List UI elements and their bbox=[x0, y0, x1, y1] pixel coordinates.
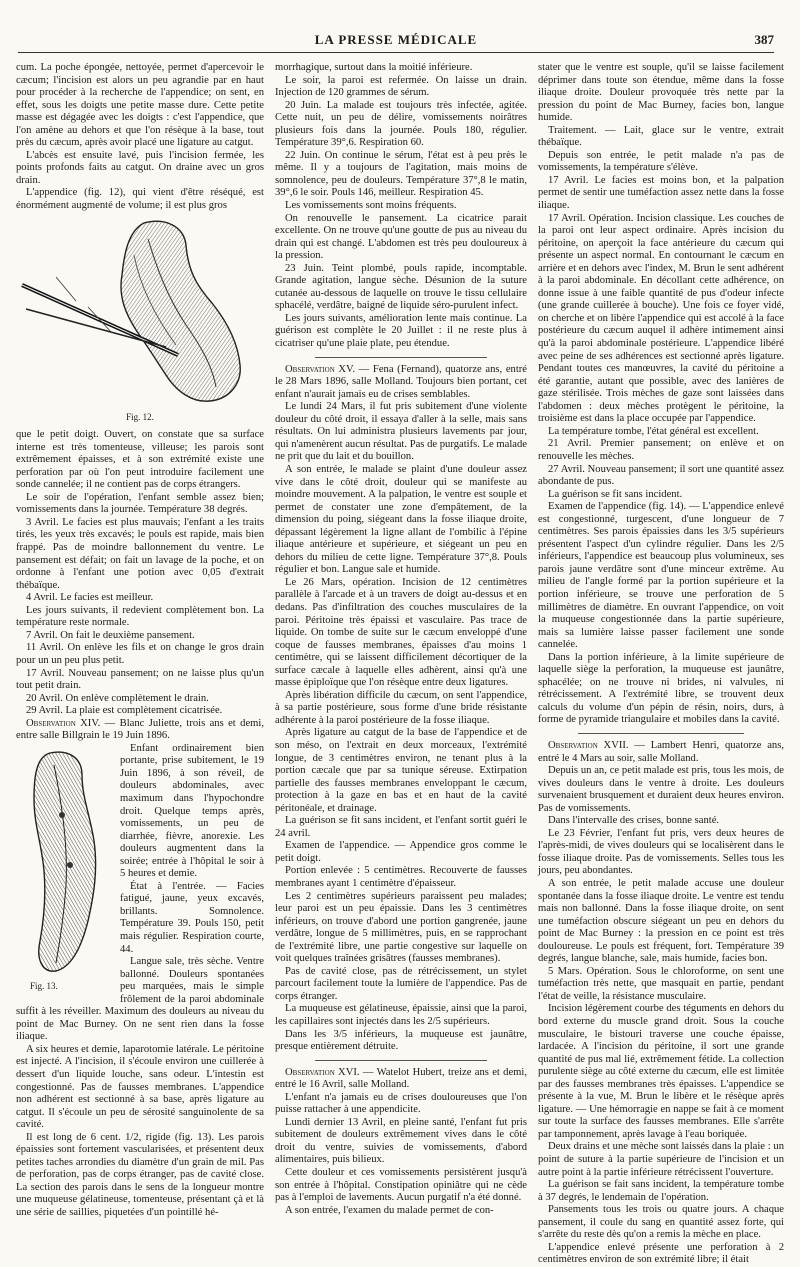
paragraph: 4 Avril. Le facies est meilleur. bbox=[26, 592, 154, 604]
paragraph: Le 23 Février, l'enfant fut pris, vers deux heures de l'après-midi, de vives douleurs qui se localisèrent dans le fosse iliaque droite. Pas de vomissements. Selles tous les jours, peu abondantes. bbox=[538, 827, 784, 877]
section-divider bbox=[315, 1060, 487, 1061]
paragraph: L'appendice (fig. 12), qui vient d'être réséqué, est énormément augmenté de volume; il est plus gros bbox=[16, 187, 264, 212]
paragraph: Il est long de 6 cent. 1/2, rigide (fig. 13). Les parois épaissies sont fortement vascularisées, et présentent deux petites taches arrondies du diamètre d'un grain de mil. Pas de perforation, pas de corps étranger, pas de cavité close. La section des parois dans le sens de la longueur montre une muqueuse gélatineuse, tomenteuse, présentant çà et là une série de saillies, piquetées d'un pointillé hé- bbox=[16, 1131, 264, 1219]
paragraph: Les jours suivants, amélioration lente mais continue. La guérison est complète le 20 Juillet : il ne reste plus à cicatriser qu'une plaie plate, peu étendue. bbox=[275, 312, 527, 350]
paragraph: Enfant ordinairement bien portante, prise subitement, le 19 Juin 1896, à son réveil, de douleurs abdominales, avec maximum dans l'hypochondre droit. Quelque temps après, vomissements, un peu de diarrhée, fièvre, anorexie. Les douleurs augmentent dans la soirée; entrée à l'hôpital le soir à 5 heures et demie. bbox=[120, 742, 264, 880]
paragraph: que le petit doigt. Ouvert, on constate que sa surface interne est très tomenteuse, villeuse; les parois sont extrêmement épaisses, et à son extrémité existe une perforation par où l'on peut introduire facilement une sonde cannelée; il ne contient pas de corps étrangers. bbox=[16, 429, 264, 491]
paragraph: La muqueuse est gélatineuse, épaissie, ainsi que la paroi, les capillaires sont injectés dans les 2/5 supérieurs. bbox=[275, 1003, 527, 1028]
paragraph: Les jours suivants, il redevient complètement bon. La température reste normale. bbox=[16, 604, 264, 629]
paragraph: 17 Avril. Le facies est moins bon, et la palpation permet de sentir une tuméfaction assez nette dans la fosse iliaque. bbox=[538, 174, 784, 212]
figure-12 bbox=[16, 215, 264, 424]
paragraph: L'enfant n'a jamais eu de crises douloureuses que l'on puisse rattacher à une appendicite. bbox=[275, 1091, 527, 1116]
paragraph: A son entrée, le malade se plaint d'une douleur assez vive dans le côté droit, douleur qui se manifeste au moindre mouvement. A la palpation, le ventre est souple et permet de constater une zone d'empâtement, de la dimension du poing, siégeant dans la fosse iliaque droite, dépassant légèrement la ligne allant de l'ombilic à l'épine iliaque antérieure et supérieure, et siégeant un peu en dehors du milieu de cette ligne. Température 37°,8. Pouls régulier et bon. Langue sale et humide. bbox=[275, 463, 527, 576]
paragraph: 11 Avril. On enlève les fils et on change le gros drain pour un un peu plus petit. bbox=[16, 642, 264, 666]
observation-heading bbox=[275, 1067, 527, 1092]
figure-caption: Fig. 13. bbox=[30, 980, 58, 991]
paragraph: Dans les 3/5 inférieurs, la muqueuse est jaunâtre, presque entièrement détruite. bbox=[275, 1028, 527, 1053]
paragraph: Pansements tous les trois ou quatre jours. A chaque pansement, il coule du sang en quantité assez forte, qui s'arrête du reste dès qu'on a remis la mèche en place. bbox=[538, 1204, 784, 1241]
paragraph: Le lundi 24 Mars, il fut pris subitement d'une violente douleur du côté droit, il essaya d'aller à la selle, mais sans résultats. On lui administra plusieurs lavements par jour, qui n'amenèrent aucun résultat. Pas de purgatifs. Le malade ne prit que du lait et du bouillon. bbox=[275, 401, 527, 463]
paragraph: A son entrée, l'examen du malade permet de con- bbox=[285, 1204, 494, 1216]
paragraph: Langue sale, très sèche. Ventre ballonné. Douleurs spontanées peu marquées, mais le simple frôlement de la paroi abdominale suffit à les réveiller. Maximum des douleurs au niveau du point de Mac Burney. On ne sent rien dans la fosse iliaque. bbox=[16, 956, 264, 1043]
paragraph: Traitement. — Lait, glace sur le ventre, extrait thébaïque. bbox=[538, 124, 784, 149]
paragraph: A son entrée, le petit malade accuse une douleur spontanée dans la fosse iliaque droite. Le ventre est tendu mais non ballonné. Dans la fosse iliaque droite, on sent une tuméfaction obscure siégeant un peu en dehors du point de Mac Burney : la pression en ce point est très douloureuse. Le pouls est fréquent, fort. Température 39 degrés, langue blanche, sale, mais humide, facies bon. bbox=[538, 878, 784, 965]
paragraph: Examen de l'appendice (fig. 14). — L'appendice enlevé est congestionné, turgescent, d'une longueur de 7 centimètres. Ses parois épaissies dans les 3/5 supérieurs présentent l'aspect d'un cylindre régulier. Dans les 2/5 inférieurs, l'appendice est beaucoup plus volumineux, ses parois jaune verdâtre sont d'une minceur extrême. Au milieu de l'angle formé par la portion supérieure et la portion inférieure, se trouve une perforation de 5 millimètres de diamètre. En ouvrant l'appendice, on voit la muqueuse congestionnée dans la partie supérieure, mais sa lumière laisse passer facilement une sonde cannelée. bbox=[538, 501, 784, 651]
paragraph: 27 Avril. Nouveau pansement; il sort une quantité assez abondante de pus. bbox=[538, 463, 784, 488]
paragraph: La guérison se fait sans incident, la température tombe à 37 degrés, le lendemain de l'opération. bbox=[538, 1179, 784, 1203]
appendix-illustration-fig13 bbox=[16, 745, 114, 980]
paragraph: cum. La poche épongée, nettoyée, permet d'apercevoir le cæcum; l'incision est alors un peu agrandie par en haut pour procéder à la recherche de l'appendice; on sent, en effet, sous les doigts une petite masse dure. Cette petite masse est dégagée avec les doigts : c'est l'appendice, que l'on amène au dehors et que l'on résèque à la base, tout près du cæcum, après avoir placé une ligature au catgut. bbox=[16, 62, 264, 149]
section-divider bbox=[315, 357, 487, 358]
paragraph: Le 26 Mars, opération. Incision de 12 centimètres parallèle à l'arcade et à un travers de doigt au-dessus et en dedans. Pas d'infiltration des couches musculaires de la paroi. Péritoine très épaissi et vasculaire. Pas trace de liquide. On tombe de suite sur le cæcum enveloppé d'une coque de fausses membranes, épaisses d'au moins 1 centimètre, qui se laissent difficilement décortiquer de la surface cæcale à laquelle elles adhèrent, ainsi qu'à une masse épiploïque que l'on résèque entre deux ligatures. bbox=[275, 576, 527, 689]
observation-label: Observation XV. bbox=[285, 363, 355, 375]
paragraph: Dans la portion inférieure, à la limite supérieure de laquelle siège la perforation, la muqueuse est jaunâtre, sphacélée; on ne trouve ni brides, ni valvules, ni rétrécissement. A l'extrémité libre, se trouvent deux calculs du volume d'un pépin de résin, noirs, durs, à forme de pyramide triangulaire et mobiles dans la cavité. bbox=[538, 651, 784, 726]
paragraph: L'appendice enlevé présente une perforation à 2 centimètres environ de son extrémité libre; il était bbox=[538, 1241, 784, 1266]
paragraph: Cette douleur et ces vomissements persistèrent jusqu'à son entrée à l'hôpital. Constipation opiniâtre qui ne cède pas à l'emploi de lavements. Aucun purgatif n'a été donné. bbox=[275, 1167, 527, 1204]
paragraph: 17 Avril. Nouveau pansement; on ne laisse plus qu'un tout petit drain. bbox=[16, 667, 264, 692]
paragraph: Depuis un an, ce petit malade est pris, tous les mois, de vives douleurs dans le ventre à droite. Les douleurs survenaient brusquement et duraient deux heures environ. Pas de vomissements. bbox=[538, 765, 784, 814]
paragraph: Depuis son entrée, le petit malade n'a pas de vomissements, la température s'élève. bbox=[538, 149, 784, 174]
paragraph: Les 2 centimètres supérieurs paraissent peu malades; leur paroi est un peu épaissie. Dans les 3 centimètres inférieurs, on trouve d'abord une portion gangrenée, jaune verdâtre, longue de 5 millimètres, puis, en se rapprochant de l'extrémité libre, une partie congestive sur laquelle on voit quelques traînées grisâtres (fausses membranes). bbox=[275, 890, 527, 965]
paragraph: 23 Juin. Teint plombé, pouls rapide, incomptable. Grande agitation, langue sèche. Désunion de la suture cutanée au-dessous de laquelle on trouve le tissu cellulaire sphacélé, verdâtre, baigné de liquide séro-purulent infect. bbox=[275, 262, 527, 312]
paragraph: 20 Juin. La malade est toujours très infectée, agitée. Cette nuit, un peu de délire, vomissements noirâtres plusieurs fois dans la journée. Pouls 180, régulier. Température 39°,6. Respiration 60. bbox=[275, 99, 527, 149]
paragraph: morrhagique, surtout dans la moitié inférieure. bbox=[275, 62, 473, 73]
paragraph: L'abcès est ensuite lavé, puis l'incision fermée, les points profonds faits au catgut. On draine avec un gros drain. bbox=[16, 149, 264, 186]
text-column-3 bbox=[538, 62, 784, 1266]
observation-heading bbox=[16, 718, 264, 743]
observation-label: Observation XIV. bbox=[26, 717, 101, 729]
paragraph: 22 Juin. On continue le sérum, l'état est à peu près le même. Il y a toujours de l'agitation, mais moins de somnolence, peu de douleurs. Température 37°,8 le matin, 39°,6 le soir. Pouls 146, meilleur. Respiration 45. bbox=[275, 149, 527, 199]
paragraph: On renouvelle le pansement. La cicatrice parait excellente. On ne trouve qu'une goutte de pus au niveau du drain qui est changé. L'abdomen est très peu douloureux à la pression. bbox=[275, 212, 527, 262]
observation-intro: — Lambert Henri, quatorze ans, entré le 4 Mars au soir, salle Molland. bbox=[538, 739, 784, 764]
paragraph: Dans l'intervalle des crises, bonne santé. bbox=[548, 815, 720, 827]
paragraph: stater que le ventre est souple, qu'il se laisse facilement déprimer dans toute son étendue, même dans la fosse iliaque droite. Douleur provoquée très nette par la pression du point de Mac Burney, facies bon, langue humide. bbox=[538, 62, 784, 124]
paragraph: Les vomissements sont moins fréquents. bbox=[285, 200, 457, 212]
paragraph: Portion enlevée : 5 centimètres. Recouverte de fausses membranes ayant 1 centimètre d'épaisseur. bbox=[275, 865, 527, 889]
observation-intro: — Fena (Fernand), quatorze ans, entré le 28 Mars 1896, salle Molland. Toujours bien portant, cet enfant n'aurait jamais eu de crises semblables. bbox=[275, 363, 527, 400]
paragraph: Le soir, la paroi est refermée. On laisse un drain. Injection de 120 grammes de sérum. bbox=[275, 74, 527, 99]
paragraph: 21 Avril. Premier pansement; on enlève et on renouvelle les mèches. bbox=[538, 438, 784, 462]
paragraph: Incision légèrement courbe des téguments en dehors du bord externe du muscle grand droit. Sous la couche musculaire, le bistouri traverse une couche épaisse, lardacée. A l'incision du péritoine, il sort une grande quantité de pus mal lié, extrêmement fétide. La collection purulente siège au côté externe du cæcum, elle est limitée par des fausses membranes très épaisses. L'appendice se présente à la vue, M. Brun le libère et le résèque après ligature. — Une hémorragie en nappe se fait à ce moment sur toute la surface des fausses membranes. Elle s'arrête par tamponnement, après lavage à l'eau boriquée. bbox=[538, 1003, 784, 1140]
figure-caption: Fig. 12. bbox=[126, 411, 154, 422]
paragraph: 17 Avril. Opération. Incision classique. Les couches de la paroi ont leur aspect ordinaire. Après incision du péritoine, on aperçoit la face antérieure du cæcum qui présente un aspect normal. En contournant le cæcum en arrière et en dehors avec l'index, M. Brun le sent adhérent à la paroi abdominale. En décollant cette adhérence, on donne issue à une faible quantité de pus d'odeur infecte (une grande cuillerée à bouche). Une fois ce foyer vidé, on cherche et on libère l'appendice qui est accolé à la face postérieure du cæcum auquel il adhère intimement ainsi qu'à la paroi abdominale postérieure. L'appendice libéré avec peine de ses adhérences est sectionné après ligature. Pendant toutes ces manœuvres, la cavité du péritoine a été garantie, autant que possible, avec des lanières de gaze stérilisée. Trois mèches de gaze sont laissées dans l'abdomen : deux mèches protègent le péritoine, la troisième est dans la place occupée par l'appendice. bbox=[538, 212, 784, 425]
paragraph: 29 Avril. La plaie est complètement cicatrisée. bbox=[26, 705, 223, 717]
appendix-illustration-fig12 bbox=[16, 215, 264, 411]
running-header bbox=[18, 30, 774, 53]
observation-label: Observation XVII. bbox=[548, 739, 629, 751]
text-column-1 bbox=[16, 62, 264, 1219]
paragraph: Le soir de l'opération, l'enfant semble assez bien; vomissements dans la journée. Température 38 degrés. bbox=[16, 491, 264, 516]
paragraph: Examen de l'appendice. — Appendice gros comme le petit doigt. bbox=[275, 840, 527, 864]
paragraph: Deux drains et une mèche sont laissés dans la plaie : un point de suture à la partie supérieure de l'incision et un autre point à la partie inférieure rétrécissent l'ouverture. bbox=[538, 1141, 784, 1178]
paragraph: Après libération difficile du cæcum, on sent l'appendice, à sa partie postérieure, sous forme d'une bride résistante adhérente à la paroi postérieure de la fosse iliaque. bbox=[275, 689, 527, 726]
page-number: 387 bbox=[754, 32, 774, 47]
observation-intro: — Blanc Juliette, trois ans et demi, entre salle Billgrain le 19 Juin 1896. bbox=[16, 717, 264, 742]
observation-intro: — Watelot Hubert, treize ans et demi, entré le 16 Avril, salle Molland. bbox=[275, 1066, 528, 1091]
paragraph: 7 Avril. On fait le deuxième pansement. bbox=[26, 629, 195, 641]
paragraph: 20 Avril. On enlève complètement le drain. bbox=[26, 692, 209, 704]
paragraph: 5 Mars. Opération. Sous le chloroforme, on sent une tuméfaction très nette, que masquait en partie, pendant l'état de veille, la résistance musculaire. bbox=[538, 965, 784, 1002]
paragraph: A six heures et demie, laparotomie latérale. Le péritoine est injecté. A l'incision, il s'écoule environ une cuillerée à dessert d'un liquide louche, sans odeur. L'intestin est congestionné. Pas de fausses membranes. L'appendice non adhérent est sectionné à sa base, après ligature au catgut. Il s'écoule un peu de sérosité sanguinolente de sa cavité. bbox=[16, 1043, 264, 1131]
paragraph: Après ligature au catgut de la base de l'appendice et de son méso, on l'extrait en deux morceaux, l'extrémité longue, de 3 centimètres environ, ne tenant plus à la portion cæcale que par sa tunique séreuse. Extirpation partielle des fausses membranes enveloppant le cæcum, protection à la gaze en bas et en haut de la cavité péritonéale, et drainage. bbox=[275, 727, 527, 814]
section-divider bbox=[578, 733, 744, 734]
paragraph: La guérison se fit sans incident, et l'enfant sortit guéri le 24 avril. bbox=[275, 815, 527, 839]
paragraph: La guérison se fit sans incident. bbox=[548, 488, 683, 500]
paragraph: État à l'entrée. — Facies fatigué, jaune, yeux excavés, brillants. Somnolence. Température 39. Pouls 150, petit mais régulier. Respiration courte, 44. bbox=[120, 880, 264, 955]
paragraph: 3 Avril. Le facies est plus mauvais; l'enfant a les traits tirés, les yeux très excavés; le pouls est rapide, mais bien frappé. Pas de moindre ballonnement du ventre. Le pansement est défait; on fait un lavage de la poche, et on ordonne à l'enfant une potion avec 0,05 d'extrait thébaïque. bbox=[16, 516, 264, 591]
text-column-2 bbox=[275, 62, 528, 1216]
observation-heading bbox=[538, 740, 784, 765]
paragraph: La température tombe, l'état général est excellent. bbox=[548, 425, 759, 437]
paragraph: Lundi dernier 13 Avril, en pleine santé, l'enfant fut pris subitement de douleurs extrêmement vives dans le côté droit du ventre, suivies de vomissements, d'abord alimentaires, puis bilieux. bbox=[275, 1116, 527, 1166]
journal-title: LA PRESSE MÉDICALE bbox=[314, 32, 478, 47]
observation-label: Observation XVI. bbox=[285, 1066, 360, 1078]
paragraph: Pas de cavité close, pas de rétrécissement, un stylet parcourt facilement toute la lumière de l'appendice. Pas de corps étranger. bbox=[275, 965, 527, 1002]
observation-heading bbox=[275, 364, 527, 402]
figure-13 bbox=[16, 745, 114, 993]
